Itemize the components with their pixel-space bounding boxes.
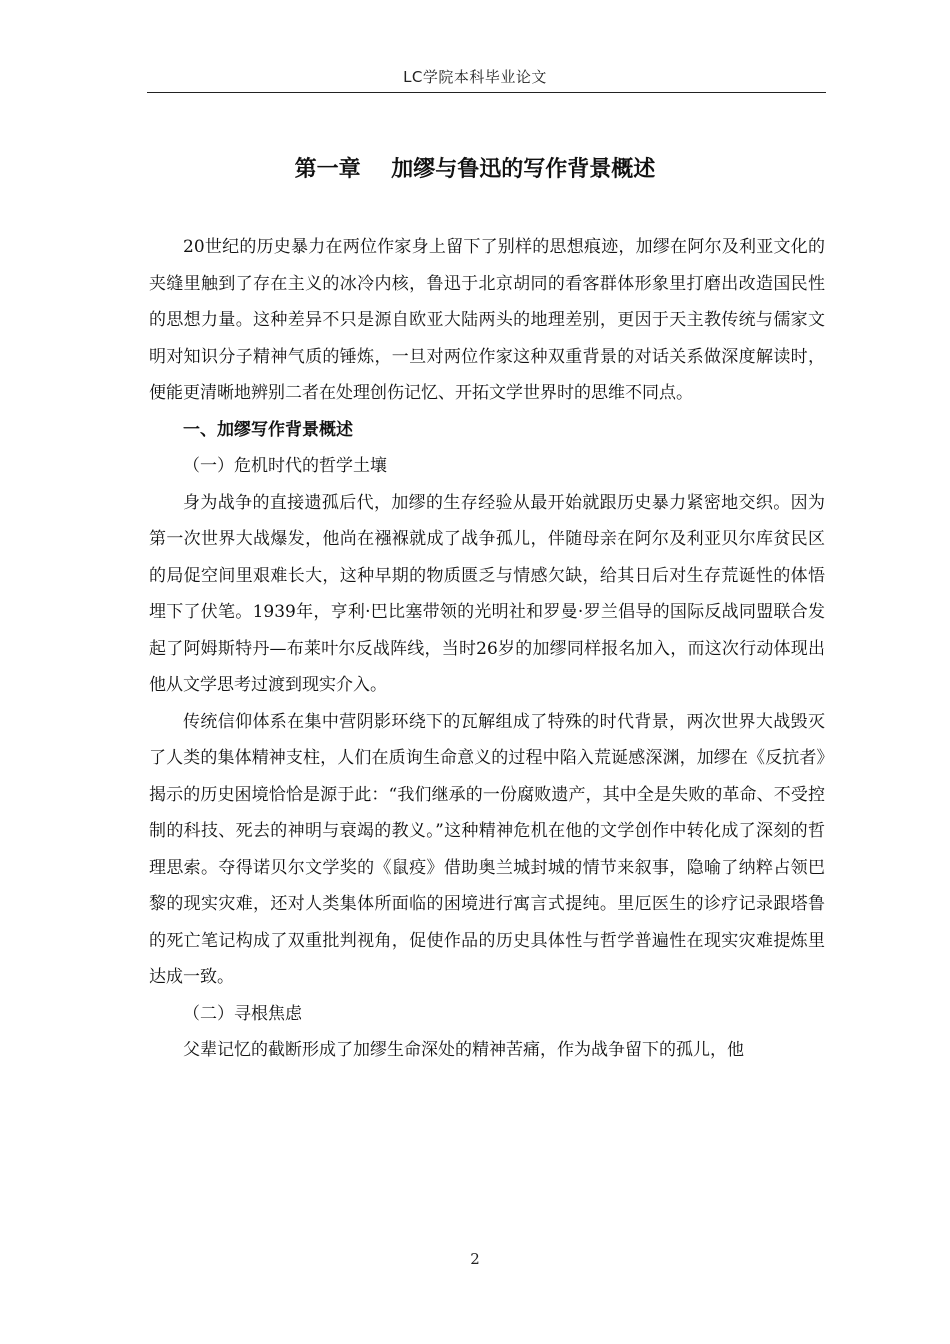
section-heading: 一、加缪写作背景概述	[183, 419, 353, 440]
subsection-heading: （二）寻根焦虑	[183, 1003, 302, 1024]
body-paragraph: 父辈记忆的截断形成了加缪生命深处的精神苦痛，作为战争留下的孤儿，他	[183, 1040, 744, 1060]
header-rule	[147, 92, 826, 93]
body-content	[149, 229, 825, 1069]
page-number: 2	[470, 1250, 480, 1268]
running-header: LC学院本科毕业论文	[403, 68, 547, 86]
chapter-title: 第一章 加缪与鲁迅的写作背景概述	[294, 157, 656, 182]
body-paragraph: 传统信仰体系在集中营阴影环绕下的瓦解组成了特殊的时代背景，两次世界大战毁灭了人类的集体精神支柱，人们在质询生命意义的过程中陷入荒诞感深渊，加缪在《反抗者》揭示的历史困境恰恰是源于此：“我们继承的一份腐败遗产，其中全是失败的革命、不受控制的科技、死去的神明与衰竭的教义。”这种精神危机在他的文学创作中转化成了深刻的哲理思索。夺得诺贝尔文学奖的《鼠疫》借助奥兰城封城的情节来叙事，隐喻了纳粹占领巴黎的现实灾难，还对人类集体所面临的困境进行寓言式提纯。里厄医生的诊疗记录跟塔鲁的死亡笔记构成了双重批判视角，促使作品的历史具体性与哲学普遍性在现实灾难提炼里达成一致。	[149, 711, 825, 987]
subsection-heading: （一）危机时代的哲学土壤	[183, 456, 387, 476]
body-paragraph: 身为战争的直接遗孤后代，加缪的生存经验从最开始就跟历史暴力紧密地交织。因为第一次世界大战爆发，他尚在襁褓就成了战争孤儿，伴随母亲在阿尔及利亚贝尔库贫民区的局促空间里艰难长大，这种早期的物质匮乏与情感欠缺，给其日后对生存荒诞性的体悟埋下了伏笔。1939年，亨利·巴比塞带领的光明社和罗曼·罗兰倡导的国际反战同盟联合发起了阿姆斯特丹—布莱叶尔反战阵线，当时26岁的加缪同样报名加入，而这次行动体现出他从文学思考过渡到现实介入。	[149, 492, 825, 695]
intro-paragraph: 20世纪的历史暴力在两位作家身上留下了别样的思想痕迹，加缪在阿尔及利亚文化的夹缝里触到了存在主义的冰冷内核，鲁迅于北京胡同的看客群体形象里打磨出改造国民性的思想力量。这种差异不只是源自欧亚大陆两头的地理差别，更因于天主教传统与儒家文明对知识分子精神气质的锤炼，一旦对两位作家这种双重背景的对话关系做深度解读时，便能更清晰地辨别二者在处理创伤记忆、开拓文学世界时的思维不同点。	[149, 237, 825, 403]
